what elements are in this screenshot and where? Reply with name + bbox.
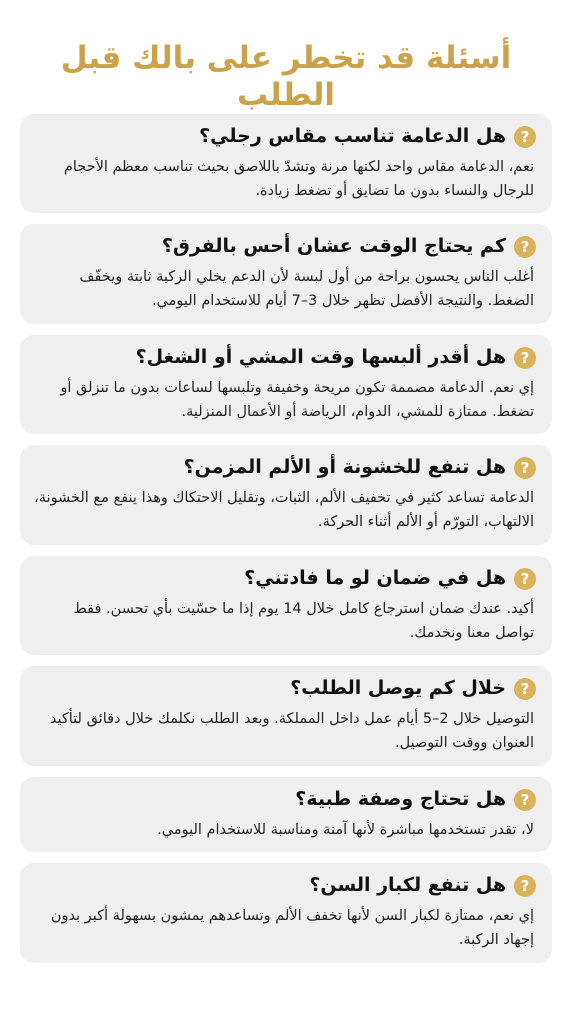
faq-item	[20, 666, 552, 765]
faq-answer: الدعامة تساعد كثير في تخفيف الألم، الثبات، وتقليل الاحتكاك وهذا ينفع مع الخشونة، الالتهاب، التورّم أو الألم أثناء الحركة.	[34, 490, 534, 531]
faq-item	[20, 335, 552, 434]
page-title: أسئلة قد تخطر على بالك قبل الطلب	[60, 40, 512, 114]
faq-question-row	[34, 676, 536, 702]
question-mark-circle-icon: ?	[514, 457, 536, 479]
faq-item	[20, 445, 552, 544]
faq-question-row	[34, 124, 536, 150]
faq-answer: إي نعم، ممتازة لكبار السن لأنها تخفف الألم وتساعدهم يمشون بسهولة أكبر بدون إجهاد الركبة.	[50, 908, 534, 949]
faq-item	[20, 114, 552, 213]
faq-question-row	[34, 873, 536, 899]
faq-answer: إي نعم. الدعامة مصممة تكون مريحة وخفيفة وتلبسها لساعات بدون ما تنزلق أو تضغط. ممتازة للمشي، الدوام، الرياضة أو الأعمال المنزلية.	[60, 379, 534, 420]
question-mark-circle-icon: ?	[514, 126, 536, 148]
faq-question: خلال كم يوصل الطلب؟	[290, 677, 506, 700]
question-mark-circle-icon: ?	[514, 347, 536, 369]
faq-question: هل في ضمان لو ما فادتني؟	[244, 566, 506, 589]
faq-answer: أغلب الناس يحسون براحة من أول لبسة لأن الدعم يخلي الركبة ثابتة ويخفّف الضغط. والنتيجة الأفضل تظهر خلال 3–7 أيام للاستخدام اليومي.	[79, 269, 534, 310]
faq-question-row	[34, 345, 536, 371]
faq-question: هل الدعامة تناسب مقاس رجلي؟	[199, 125, 506, 147]
faq-item	[20, 556, 552, 655]
faq-item	[20, 224, 552, 323]
faq-question-row	[34, 787, 536, 813]
question-mark-circle-icon: ?	[514, 568, 536, 590]
question-mark-circle-icon: ?	[514, 875, 536, 897]
faq-question: هل أقدر ألبسها وقت المشي أو الشغل؟	[135, 345, 506, 368]
faq-question: كم يحتاج الوقت عشان أحس بالفرق؟	[161, 235, 506, 258]
faq-item	[20, 863, 552, 962]
faq-item	[20, 777, 552, 853]
faq-question-row	[34, 455, 536, 481]
faq-question-row	[34, 566, 536, 592]
question-mark-circle-icon: ?	[514, 678, 536, 700]
question-mark-circle-icon: ?	[514, 789, 536, 811]
question-mark-circle-icon: ?	[514, 236, 536, 258]
faq-question-row	[34, 234, 536, 260]
faq-answer: لا، تقدر تستخدمها مباشرة لأنها آمنة ومناسبة للاستخدام اليومي.	[157, 821, 534, 838]
faq-question: هل تنفع لكبار السن؟	[309, 874, 506, 897]
faq-answer: التوصيل خلال 2–5 أيام عمل داخل المملكة. وبعد الطلب نكلمك خلال دقائق لتأكيد العنوان ووقت التوصيل.	[49, 711, 534, 751]
faq-answer: نعم، الدعامة مقاس واحد لكنها مرنة وتشدّ باللاصق بحيث تناسب معظم الأحجام للرجال والنساء بدون ما تضايق أو تضغط زيادة.	[63, 158, 534, 199]
faq-question: هل تحتاج وصفة طبية؟	[295, 787, 506, 810]
faq-list	[20, 114, 552, 963]
faq-answer: أكيد. عندك ضمان استرجاع كامل خلال 14 يوم إذا ما حسّيت بأي تحسن. فقط تواصل معنا ونخدمك.	[73, 600, 534, 641]
faq-question: هل تنفع للخشونة أو الألم المزمن؟	[183, 456, 506, 479]
